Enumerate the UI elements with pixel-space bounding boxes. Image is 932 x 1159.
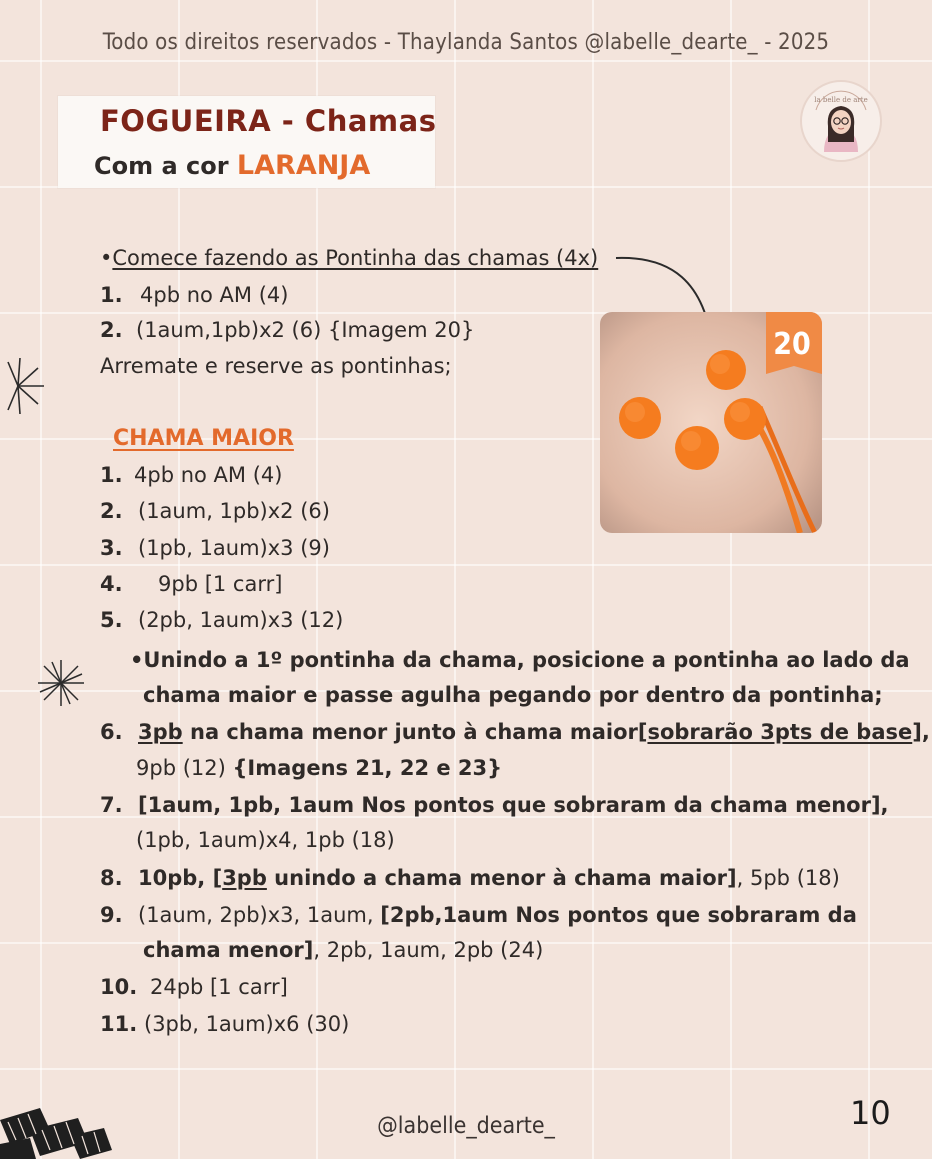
step-row [100,572,282,596]
step-row [100,1012,349,1036]
step-text: unindo a chama menor à chama maior] [266,866,737,890]
subtitle-prefix: Com a cor [94,152,237,180]
step-text: , 5pb (18) [736,866,840,890]
step-text: (3pb, 1aum)x6 (30) [144,1012,350,1036]
step-number: 7. [100,793,123,817]
step-number: 2. [100,499,123,523]
step-number: 1. [100,463,123,487]
copyright-header: Todo os direitos reservados - Thaylanda Santos @labelle_dearte_ - 2025 [102,30,830,55]
intro-heading-text: Comece fazendo as Pontinha das chamas (4x) [112,246,599,270]
step-text: (1aum,1pb)x2 (6) {Imagem 20} [136,318,475,342]
step-text: (2pb, 1aum)x3 (12) [138,608,344,632]
step-text: 3pb [138,720,183,744]
step-text: na chama menor junto à chama maior[ [182,720,648,744]
avatar-illustration [802,82,880,160]
join-note-2: chama maior e passe agulha pegando por dentro da pontinha; [143,683,883,707]
join-note-1: •Unindo a 1º pontinha da chama, posicione a pontinha ao lado da [130,648,910,672]
step-row [100,536,330,560]
step-text: [2pb,1aum Nos pontos que sobraram da [380,903,857,927]
step-row-cont [143,938,543,962]
step-text: 10pb, [ [138,866,223,890]
photo-badge: 20 [773,327,811,362]
step-number: 1. [100,283,123,307]
intro-step-1 [100,283,288,307]
step-row [100,866,840,890]
step-text: (1pb, 1aum)x3 (9) [138,536,330,560]
step-row [100,720,930,744]
step-row-cont [136,756,502,780]
page-subtitle [94,150,370,181]
step-number: 10. [100,975,138,999]
intro-step-2 [100,318,474,342]
step-text: {Imagens 21, 22 e 23} [232,756,503,780]
step-row [100,499,330,523]
sparkle-icon [34,656,88,710]
step-row [100,793,889,817]
step-row [100,975,288,999]
step-row-cont: (1pb, 1aum)x4, 1pb (18) [136,828,395,852]
step-text: 4pb no AM (4) [140,283,289,307]
bullet: • [100,246,113,270]
step-text: [1aum, 1pb, 1aum Nos pontos que sobraram da chama menor], [138,793,889,817]
page-number: 10 [850,1094,891,1132]
step-text: 4pb no AM (4) [134,463,283,487]
crochet-photo [600,312,822,533]
step-row [100,463,282,487]
step-text: 9pb (12) [136,756,233,780]
step-text: sobrarão 3pts de base [647,720,913,744]
step-number: 9. [100,903,123,927]
step-row [100,903,857,927]
sparkle-icon [0,352,48,420]
step-number: 2. [100,318,123,342]
step-number: 8. [100,866,123,890]
step-number: 5. [100,608,123,632]
step-text: (1aum, 1pb)x2 (6) [138,499,330,523]
step-text: (1aum, 2pb)x3, 1aum, [138,903,381,927]
step-text: 3pb [222,866,267,890]
step-number: 11. [100,1012,138,1036]
section-title: CHAMA MAIOR [113,426,294,451]
step-text: 9pb [1 carr] [158,572,283,596]
intro-heading [100,246,598,270]
page-title: FOGUEIRA - Chamas [100,104,437,138]
step-number: 4. [100,572,123,596]
step-text: ], [912,720,930,744]
avatar-logo [800,80,882,162]
step-row [100,608,343,632]
intro-note: Arremate e reserve as pontinhas; [100,354,452,378]
step-text: , 2pb, 1aum, 2pb (24) [313,938,544,962]
footer-handle: @labelle_dearte_ [377,1113,555,1139]
step-text: 24pb [1 carr] [150,975,288,999]
step-number: 6. [100,720,123,744]
step-text: chama menor] [143,938,314,962]
avatar-text: la belle de arte [814,96,868,104]
photo-image-20 [600,312,822,533]
step-number: 3. [100,536,123,560]
color-name: LARANJA [236,150,371,181]
